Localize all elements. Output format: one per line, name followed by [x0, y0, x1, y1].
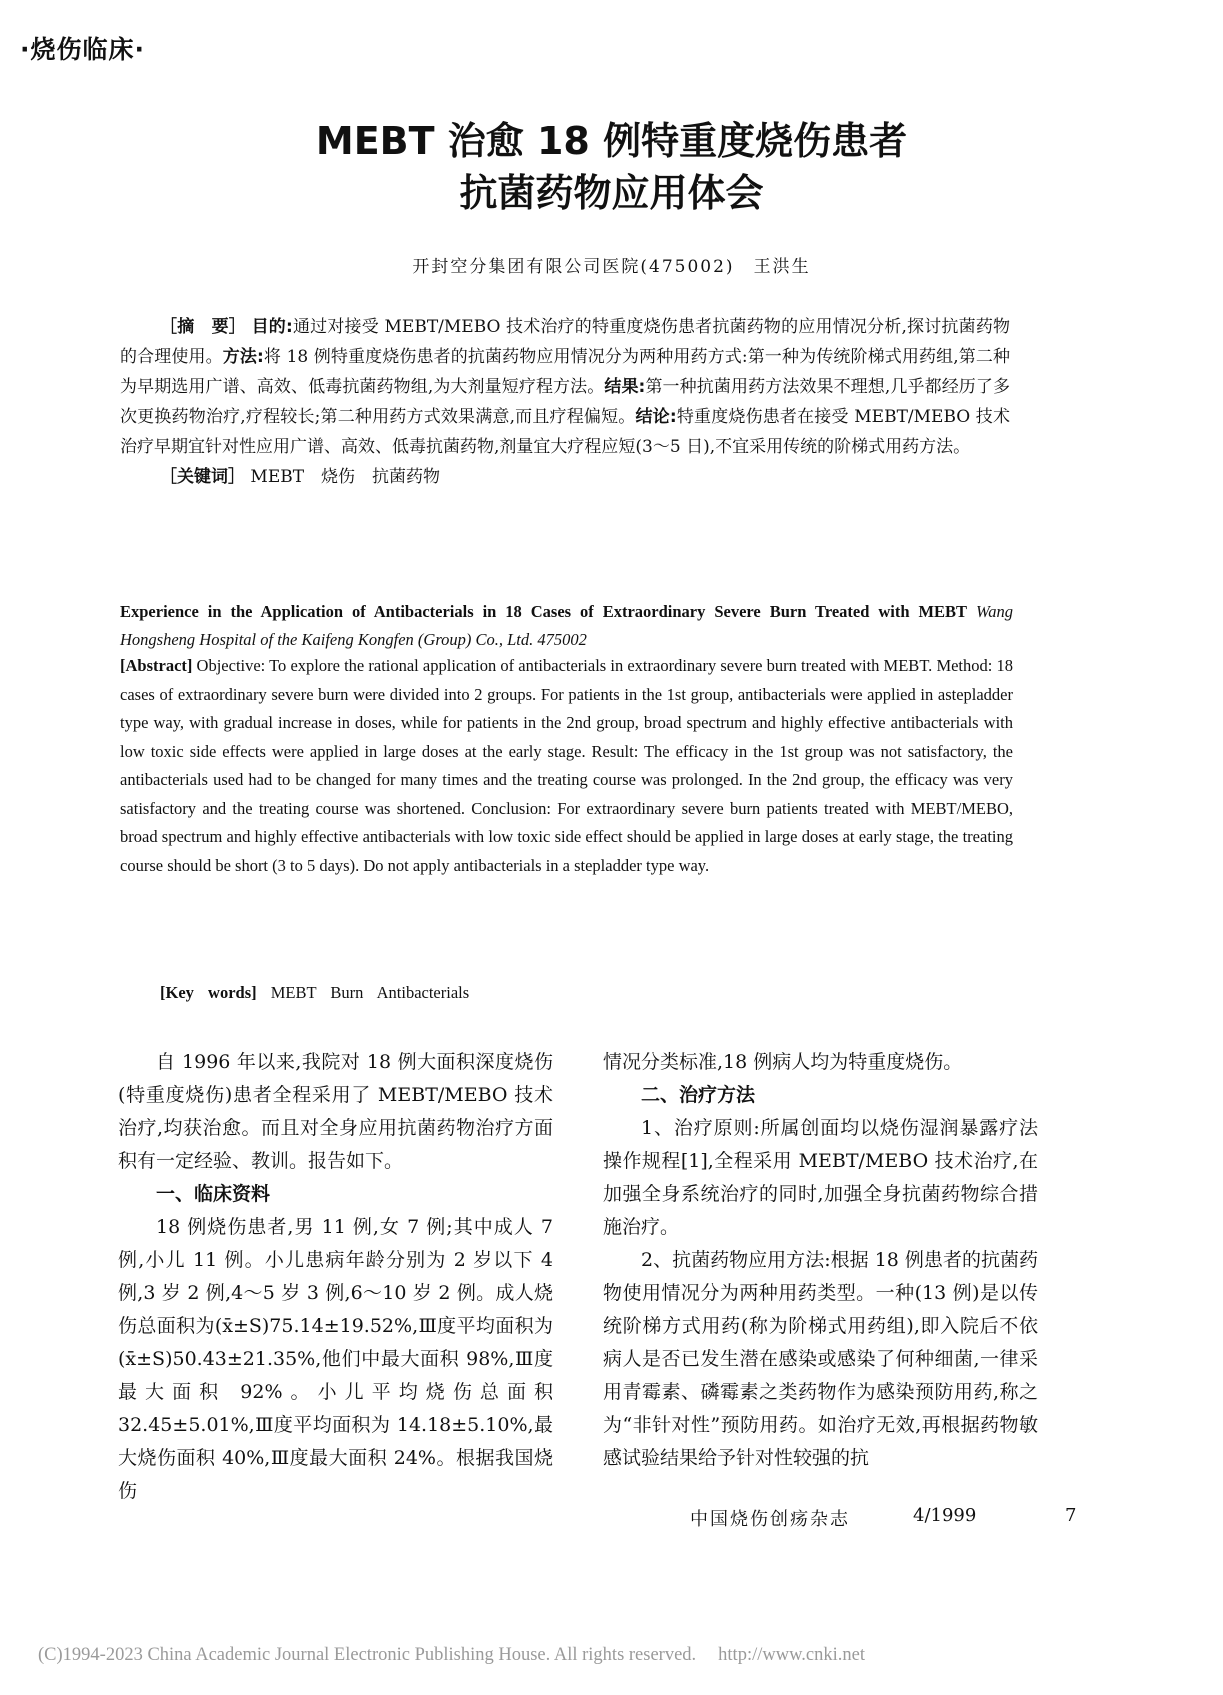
- section-label: ·烧伤临床·: [20, 35, 145, 64]
- english-title: Experience in the Application of Antibacterials in 18 Cases of Extraordinary Severe Burn Treated with MEBT: [120, 602, 968, 621]
- section2-paragraph2: 2、抗菌药物应用方法:根据 18 例患者的抗菌药物使用情况分为两种用药类型。一种(13 例)是以传统阶梯方式用药(称为阶梯式用药组),即入院后不依病人是否已发生潜在感染或感染了何种细菌,一律采用青霉素、磷霉素之类药物作为感染预防用药,称之为“非针对性”预防用药。如治疗无效,再根据药物敏感试验结果给予针对性较强的抗: [603, 1249, 1038, 1469]
- copyright-url: http://www.cnki.net: [718, 1645, 865, 1665]
- english-author-affiliation: Wang Hongsheng Hospital of the Kaifeng Kongfen (Group) Co., Ltd. 475002: [120, 602, 1014, 649]
- body-column-right: [603, 1046, 1038, 1475]
- section1-heading: 一、临床资料: [156, 1183, 271, 1205]
- english-keywords-text: MEBT Burn Antibacterials: [270, 983, 470, 1002]
- abstract-label: ［摘 要］: [160, 317, 246, 337]
- chinese-abstract: [120, 312, 1010, 492]
- copyright-notice: [38, 1645, 865, 1666]
- section2-heading: 二、治疗方法: [641, 1084, 756, 1106]
- section2-paragraph1: 1、治疗原则:所属创面均以烧伤湿润暴露疗法操作规程[1],全程采用 MEBT/MEBO 技术治疗,在加强全身系统治疗的同时,加强全身抗菌药物综合措施治疗。: [603, 1117, 1038, 1238]
- english-keywords-label: [Key words]: [160, 983, 257, 1002]
- objective-label: 目的:: [251, 317, 293, 337]
- method-label: 方法:: [222, 347, 264, 367]
- section1-paragraph: 18 例烧伤患者,男 11 例,女 7 例;其中成人 7 例,小儿 11 例。小儿患病年龄分别为 2 岁以下 4 例,3 岁 2 例,4～5 岁 3 例,6～10 岁 2 例。成人烧伤总面积为(x̄±S)75.14±19.52%,Ⅲ度平均面积为(x̄±S)50.43±21.35%,他们中最大面积 98%,Ⅲ度最大面积 92%。小儿平均烧伤总面积 32.45±5.01%,Ⅲ度平均面积为 14.18±5.10%,最大烧伤面积 40%,Ⅲ度最大面积 24%。根据我国烧伤: [118, 1216, 553, 1502]
- method-text: 将 18 例特重度烧伤患者的抗菌药物应用情况分为两种用药方式:第一种为传统阶梯式用药组,第二种为早期选用广谱、高效、低毒抗菌药物组,为大剂量短疗程方法。: [120, 347, 1010, 397]
- copyright-text: (C)1994-2023 China Academic Journal Electronic Publishing House. All rights reserved.: [38, 1645, 697, 1665]
- result-label: 结果:: [604, 377, 646, 397]
- paper-title-line2: 抗菌药物应用体会: [459, 171, 764, 215]
- footer-issue: 4/1999: [913, 1505, 977, 1526]
- english-abstract-label: [Abstract]: [120, 656, 193, 675]
- english-title-block: [120, 598, 1013, 654]
- conclusion-label: 结论:: [635, 407, 677, 427]
- objective-text: 通过对接受 MEBT/MEBO 技术治疗的特重度烧伤患者抗菌药物的应用情况分析,探讨抗菌药物的合理使用。: [120, 317, 1011, 367]
- keywords-label: ［关键词］: [160, 467, 245, 487]
- page-number: 7: [1065, 1505, 1077, 1526]
- keywords-text: MEBT 烧伤 抗菌药物: [250, 467, 441, 487]
- paper-title-line1: MEBT 治愈 18 例特重度烧伤患者: [315, 119, 908, 163]
- english-keywords: [160, 983, 469, 1003]
- english-abstract-text: Objective: To explore the rational application of antibacterials in extraordinary severe burn treated with MEBT. Method: 18 cases of extraordinary severe burn were divided into 2 groups. For patients in the 1st group, antibacterials were applied in astepladder type way, with gradual increase in doses, while for patients in the 2nd group, broad spectrum and highly effective antibacterials with low toxic side effects were applied in large doses at the early stage. Result: The efficacy in the 1st group was not satisfactory, the antibacterials used had to be changed for many times and the treating course was prolonged. In the 2nd group, the efficacy was very satisfactory and the treating course was shortened. Conclusion: For extraordinary severe burn patients treated with MEBT/MEBO, broad spectrum and highly effective antibacterials with low toxic side effect should be applied in large doses at early stage, the treating course should be short (3 to 5 days). Do not apply antibacterials in a stepladder type way.: [120, 656, 1014, 875]
- author-affiliation: 开封空分集团有限公司医院(475002) 王洪生: [412, 257, 811, 277]
- intro-paragraph: 自 1996 年以来,我院对 18 例大面积深度烧伤(特重度烧伤)患者全程采用了 MEBT/MEBO 技术治疗,均获治愈。而且对全身应用抗菌药物治疗方面积有一定经验、教训。报告如下。: [118, 1051, 553, 1172]
- footer-journal-name: 中国烧伤创疡杂志: [690, 1509, 850, 1530]
- section1-continuation: 情况分类标准,18 例病人均为特重度烧伤。: [603, 1051, 963, 1073]
- english-abstract: [120, 652, 1013, 880]
- body-column-left: [118, 1046, 553, 1508]
- conclusion-text: 特重度烧伤患者在接受 MEBT/MEBO 技术治疗早期宜针对性应用广谱、高效、低毒抗菌药物,剂量宜大疗程应短(3～5 日),不宜采用传统的阶梯式用药方法。: [120, 407, 1010, 457]
- result-text: 第一种抗菌用药方法效果不理想,几乎都经历了多次更换药物治疗,疗程较长;第二种用药方式效果满意,而且疗程偏短。: [120, 377, 1010, 427]
